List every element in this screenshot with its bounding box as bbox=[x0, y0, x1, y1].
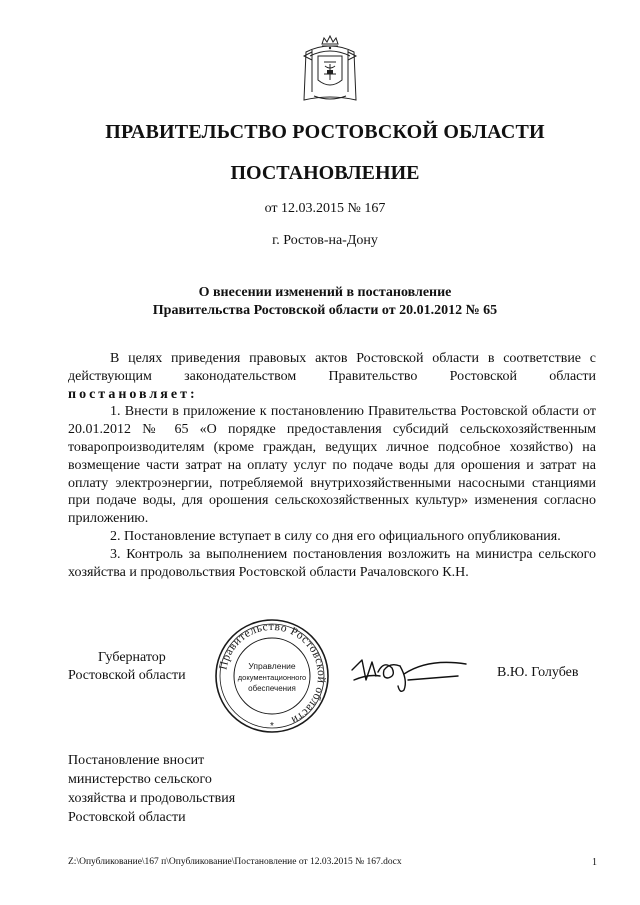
government-title: ПРАВИТЕЛЬСТВО РОСТОВСКОЙ ОБЛАСТИ bbox=[105, 121, 545, 143]
subject-line-1: О внесении изменений в постановление bbox=[198, 285, 452, 300]
document-subject bbox=[60, 284, 590, 320]
item-1-paragraph: 1. Внести в приложение к постановлению Правительства Ростовской области от 20.01.2012 № 65 «О порядке предоставления субсидий сельскохозяйственным товаропроизводителям (кроме граждан, ведущих личное подсобное хозяйство) на возмещение части затрат на оплату услуг по подаче воды для орошения и затрат на оплату электроэнергии, потребляемой внутрихозяйственными насосными станциями при подаче воды, для орошения сельскохозяйственных культур» изменения согласно приложению. bbox=[68, 404, 596, 527]
preamble-text: В целях приведения правовых актов Ростовской области в соответствие с действующим законодательством Правительство Ростовской области bbox=[68, 351, 596, 384]
decree-word: постановляет: bbox=[68, 386, 198, 402]
stamp-inner-line-1: Управление bbox=[248, 661, 296, 671]
handwritten-signature bbox=[348, 650, 470, 698]
document-type: ПОСТАНОВЛЕНИЕ bbox=[230, 162, 420, 184]
document-body bbox=[68, 350, 596, 581]
footer-file-path: Z:\Опубликование\167 п\Опубликование\Постановление от 12.03.2015 № 167.docx bbox=[68, 857, 402, 867]
official-stamp bbox=[212, 617, 332, 735]
stamp-star: * bbox=[270, 721, 274, 732]
item-3-paragraph: 3. Контроль за выполнением постановления возложить на министра сельского хозяйства и продовольствия Ростовской области Рачаловского К.Н. bbox=[68, 546, 596, 580]
stamp-ring-text: Правительство Ростовской области bbox=[217, 620, 328, 727]
signatory-title-line-2: Ростовской области bbox=[68, 668, 186, 683]
signatory-title-line-1: Губернатор bbox=[98, 650, 166, 665]
stamp-inner-line-3: обеспечения bbox=[248, 684, 296, 693]
signatory-title bbox=[68, 649, 186, 685]
stamp-inner-line-2: документационного bbox=[237, 673, 307, 682]
coat-of-arms-icon bbox=[298, 34, 362, 106]
submitter-block bbox=[68, 751, 235, 827]
submitter-line-1: Постановление вносит bbox=[68, 753, 205, 768]
item-2-paragraph: 2. Постановление вступает в силу со дня его официального опубликования. bbox=[110, 528, 561, 544]
submitter-line-2: министерство сельского bbox=[68, 772, 212, 787]
footer-page-number: 1 bbox=[592, 857, 597, 868]
subject-line-2: Правительства Ростовской области от 20.01.2012 № 65 bbox=[152, 303, 498, 318]
document-city: г. Ростов-на-Дону bbox=[272, 233, 378, 248]
preamble-paragraph bbox=[68, 350, 596, 403]
submitter-line-4: Ростовской области bbox=[68, 810, 186, 825]
document-date-number: от 12.03.2015 № 167 bbox=[264, 201, 386, 216]
submitter-line-3: хозяйства и продовольствия bbox=[68, 791, 236, 806]
signatory-name: В.Ю. Голубев bbox=[497, 665, 579, 680]
